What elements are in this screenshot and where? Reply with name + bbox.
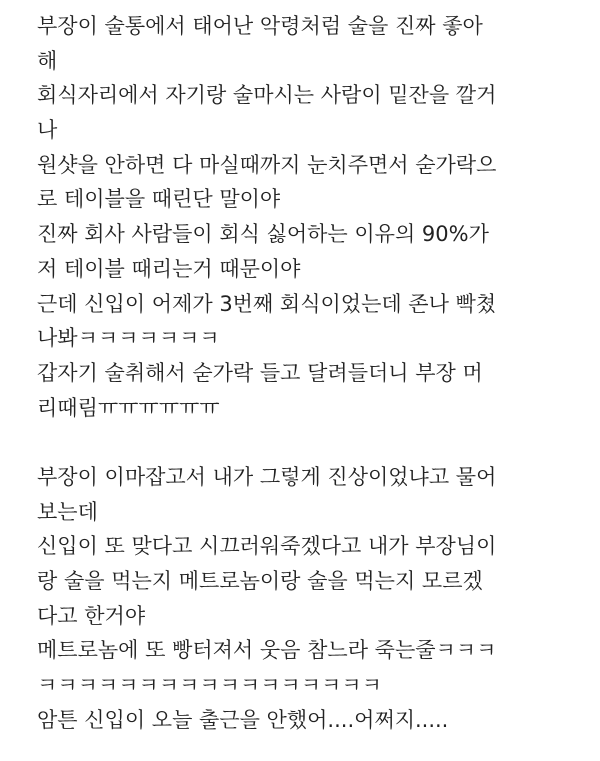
text-line: 보는데: [37, 499, 98, 524]
text-line: ㅋㅋㅋㅋㅋㅋㅋㅋㅋㅋㅋㅋㅋㅋㅋㅋㅋ: [37, 673, 382, 698]
text-line: 갑자기 술취해서 숟가락 들고 달려들더니 부장 머: [37, 360, 483, 385]
text-line: 근데 신입이 어제가 3번째 회식이었는데 존나 빡쳤: [37, 291, 497, 316]
text-line: 리때림ㅠㅠㅠㅠㅠㅠ: [37, 395, 220, 420]
paragraph-1: [37, 9, 595, 425]
text-line: 원샷을 안하면 다 마실때까지 눈치주면서 숟가락으: [37, 152, 497, 177]
text-line: 메트로놈에 또 빵터져서 웃음 참느라 죽는줄ㅋㅋㅋ: [37, 638, 497, 663]
text-line: 로 테이블을 때린단 말이야: [37, 187, 281, 212]
text-line: 나: [37, 118, 58, 143]
text-line: 신입이 또 맞다고 시끄러워죽겠다고 내가 부장님이: [37, 534, 497, 559]
text-line: 나봐ㅋㅋㅋㅋㅋㅋㅋ: [37, 326, 220, 351]
text-line: 해: [37, 48, 58, 73]
text-line: 부장이 술통에서 태어난 악령처럼 술을 진짜 좋아: [37, 14, 483, 38]
text-line: 저 테이블 때리는거 때문이야: [37, 256, 301, 281]
text-line: 다고 한거야: [37, 603, 146, 628]
text-line: 랑 술을 먹는지 메트로놈이랑 술을 먹는지 모르겠: [37, 569, 483, 593]
paragraph-2: [37, 460, 595, 738]
text-line: 진짜 회사 사람들이 회식 싫어하는 이유의 90%가: [37, 222, 489, 247]
text-line: 회식자리에서 자기랑 술마시는 사람이 밑잔을 깔거: [37, 83, 497, 108]
paragraph-gap: [37, 425, 595, 460]
text-line: 부장이 이마잡고서 내가 그렇게 진상이었냐고 물어: [37, 464, 497, 489]
text-line: 암튼 신입이 오늘 출근을 안했어....어쩌지.....: [37, 707, 449, 732]
post-body: [37, 9, 595, 737]
